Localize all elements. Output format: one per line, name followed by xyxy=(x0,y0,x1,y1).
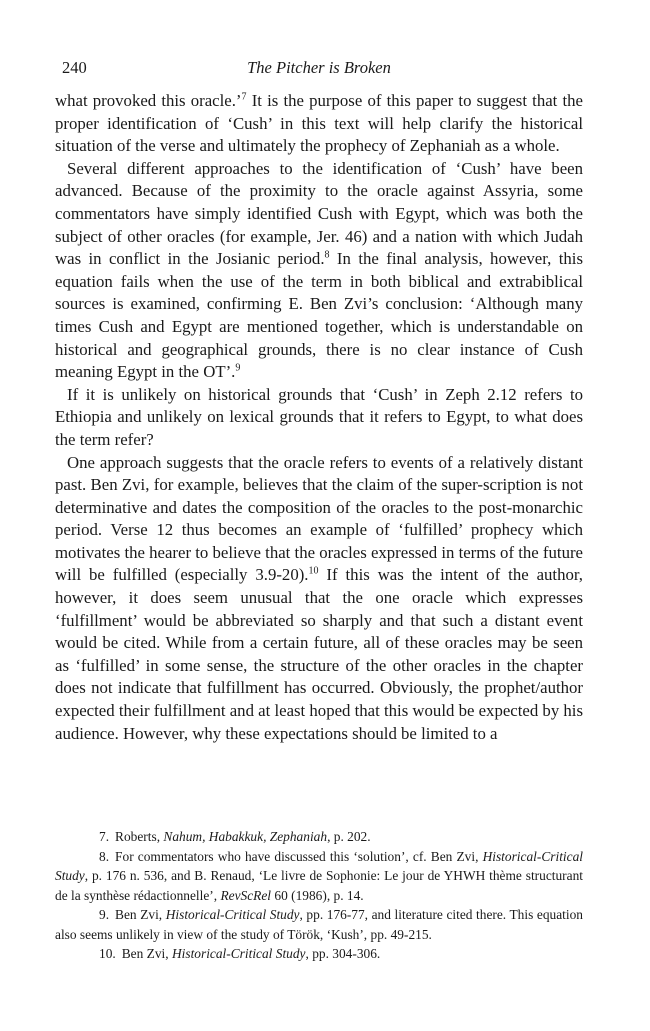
page-number: 240 xyxy=(62,58,87,77)
footnotes xyxy=(55,827,583,964)
text-run: 60 (1986), p. 14. xyxy=(271,887,364,903)
body-text xyxy=(55,90,583,745)
footnote-8 xyxy=(55,847,583,906)
paragraph-3: If it is unlikely on historical grounds that ‘Cush’ in Zeph 2.12 refers to Ethiopia and unlikely on lexical grounds that it refers to Egypt, to what does the term refer? xyxy=(55,384,583,449)
italic-title: Nahum, Habakkuk, Zephaniah xyxy=(163,829,328,844)
text-run: In the final analysis, however, this equation fails when the use of the term in both biblical and extrabiblical sources is examined, confirming E. Ben Zvi’s conclusion: ‘Although many times Cush and Egypt are mentioned together, which is understandable on historical and geographical grounds, there is no clear instance of Cush meaning Egypt in the OT’. xyxy=(55,249,583,382)
italic-title: Historical-Critical Study xyxy=(171,946,306,961)
text-run: For commentators who have discussed this ‘solution’, cf. Ben Zvi, xyxy=(115,848,483,864)
paragraph-4 xyxy=(55,452,583,746)
footnote-ref-7: 7 xyxy=(241,91,247,103)
italic-title: Historical-Critical Study xyxy=(55,848,583,883)
text-run: , pp. 176-77, and literature cited there. This equation also seems unlikely in view of the study of Török, ‘Kush’, pp. 49-215. xyxy=(55,907,583,942)
running-title: The Pitcher is Broken xyxy=(247,58,391,77)
footnote-number: 7. xyxy=(99,829,110,844)
text-run: If this was the intent of the author, however, it does seem unusual that the one oracle which expresses ‘fulfillment’ would be abbreviated so sharply and that such a distant event would be cited. While from a certain future, all of these oracles may be seen as ‘fulfilled’ in some sense, the structure of the other oracles in the chapter does not indicate that fulfillment has occurred. Obviously, the prophet/author expected their fulfillment and at least hoped that this would be expected by his audience. However, why these expectations should be limited to a xyxy=(55,565,583,743)
footnote-10 xyxy=(55,944,583,964)
text-run: Ben Zvi, xyxy=(121,946,172,961)
footnote-ref-10: 10 xyxy=(308,565,319,577)
paragraph-2 xyxy=(55,158,583,384)
footnote-number: 9. xyxy=(99,907,110,922)
footnote-7 xyxy=(55,827,583,847)
running-head xyxy=(55,58,583,82)
text-run: , pp. 304-306. xyxy=(305,946,381,961)
italic-title: RevScRel xyxy=(220,887,272,903)
footnote-9 xyxy=(55,905,583,944)
text-run: One approach suggests that the oracle refers to events of a relatively distant past. Ben Zvi, for example, believes that the claim of the super-scription is not determinative and dates the composition of the oracles to the post-monarchic period. Verse 12 thus becomes an example of ‘fulfilled’ prophecy which motivates the hearer to believe that the oracles expressed in terms of the future will be fulfilled (especially 3.9-20). xyxy=(55,452,583,585)
text-run: Ben Zvi, xyxy=(115,907,166,922)
text-run: , p. 202. xyxy=(327,829,371,844)
text-run: It is the purpose of this paper to suggest that the proper identification of ‘Cush’ in this text will help clarify the historical situation of the verse and ultimately the prophecy of Zephaniah as a whole. xyxy=(55,91,584,156)
paragraph-1 xyxy=(55,90,583,158)
footnote-ref-9: 9 xyxy=(235,362,241,374)
page xyxy=(55,58,583,745)
footnote-ref-8: 8 xyxy=(324,249,330,261)
footnote-number: 10. xyxy=(99,946,116,961)
text-run: what provoked this oracle.’ xyxy=(55,91,242,110)
italic-title: Historical-Critical Study xyxy=(165,907,300,922)
text-run: Roberts, xyxy=(115,829,164,844)
text-run: Several different approaches to the identification of ‘Cush’ have been advanced. Because of the proximity to the oracle against Assyria, some commentators have simply identified Cush with Egypt, which was both the subject of other oracles (for example, Jer. 46) and a nation with which Judah was in conflict in the Josianic period. xyxy=(55,158,583,269)
text-run: , p. 176 n. 536, and B. Renaud, ‘Le livre de Sophonie: Le jour de YHWH thème structurant de la synthèse rédactionnelle’, xyxy=(55,868,583,903)
footnote-number: 8. xyxy=(99,848,110,864)
